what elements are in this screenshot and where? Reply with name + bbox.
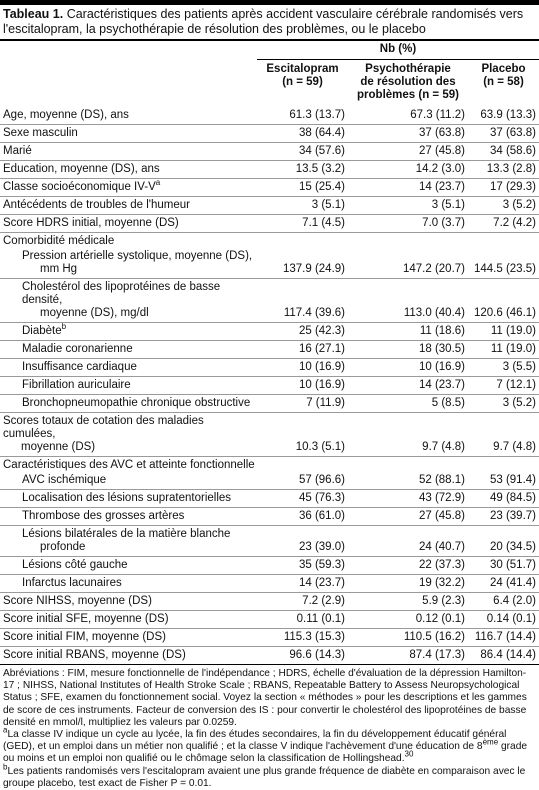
row-label-text: Diabète <box>22 325 62 337</box>
value-cell <box>468 611 539 629</box>
cell-value: 34 (57.6) <box>298 145 345 157</box>
table-row <box>0 107 539 125</box>
value-cell <box>257 359 348 377</box>
cell-value: 27 (45.8) <box>418 145 465 157</box>
cell-value: 9.7 (4.8) <box>422 441 465 453</box>
footnote-b-mark: b <box>3 762 8 772</box>
column-header-line: de résolution des <box>360 76 456 88</box>
table-row <box>0 197 539 215</box>
value-cell <box>348 359 468 377</box>
cell-value: 10.3 (5.1) <box>295 441 345 453</box>
cell-value: 0.14 (0.1) <box>486 613 536 625</box>
value-cell <box>257 161 348 179</box>
row-label-text: Antécédents de troubles de l'humeur <box>3 199 190 211</box>
cell-value: 10 (16.9) <box>298 361 345 373</box>
value-cell <box>257 395 348 413</box>
table-row <box>0 490 539 508</box>
table-row <box>0 557 539 575</box>
cell-value: 16 (27.1) <box>298 343 345 355</box>
table-row <box>0 341 539 359</box>
abbreviations-note: Abréviations : FIM, mesure fonctionnelle de l'indépendance ; HDRS, échelle d'évaluation de la dépression Hamilton-17 ; NIHSS, National Institutes of Health Stroke Scale ; RBANS, Repeatable Battery to Assess Neuropsychological Status ; SFE, examen du fonctionnement social. Voyez la section « méthodes » pour les descriptions et les gammes de score de ces instruments. Facteur de conversion des IS : pour convertir le cholestérol des lipoprotéines de basse densité en mmol/l, multipliez les valeurs par 0.0259. <box>3 668 527 728</box>
table-row <box>0 359 539 377</box>
value-cell <box>468 490 539 508</box>
cell-value: 144.5 (23.5) <box>473 263 536 275</box>
value-cell <box>468 472 539 490</box>
cell-value: 3 (5.2) <box>502 199 536 211</box>
cell-value: 3 (5.1) <box>431 199 465 211</box>
cell-value: 43 (72.9) <box>418 492 465 504</box>
section-row <box>0 233 539 249</box>
cell-value: 23 (39.0) <box>298 541 345 553</box>
table-caption <box>0 5 539 39</box>
row-label <box>0 611 257 629</box>
row-label <box>0 526 257 557</box>
cell-value: 24 (41.4) <box>489 577 536 589</box>
table-row <box>0 323 539 341</box>
value-cell <box>348 593 468 611</box>
value-cell <box>257 647 348 665</box>
cell-value: 53 (91.4) <box>489 474 536 486</box>
cell-value: 57 (96.6) <box>298 474 345 486</box>
row-label-text: Sexe masculin <box>3 127 78 139</box>
value-cell <box>257 143 348 161</box>
cell-value: 10 (16.9) <box>298 379 345 391</box>
section-row <box>0 457 539 473</box>
cell-value: 3 (5.5) <box>502 361 536 373</box>
table-row <box>0 215 539 233</box>
row-label <box>0 395 257 413</box>
value-cell <box>257 593 348 611</box>
row-label-text: Classe socioéconomique IV-V <box>3 181 156 193</box>
value-cell <box>468 248 539 279</box>
cell-value: 117.4 (39.6) <box>283 307 345 319</box>
value-cell <box>468 341 539 359</box>
value-cell <box>468 526 539 557</box>
cell-value: 5 (8.5) <box>431 397 465 409</box>
cell-value: 0.12 (0.1) <box>415 613 465 625</box>
row-label <box>0 490 257 508</box>
cell-value: 137.9 (24.9) <box>282 263 345 275</box>
table-row <box>0 472 539 490</box>
cell-value: 7.2 (4.2) <box>493 217 536 229</box>
row-label-text: Score initial FIM, moyenne (DS) <box>3 631 166 643</box>
row-label <box>0 557 257 575</box>
value-cell <box>468 593 539 611</box>
cell-value: 35 (59.3) <box>298 559 345 571</box>
value-cell <box>468 323 539 341</box>
row-label <box>0 359 257 377</box>
row-label <box>0 161 257 179</box>
cell-value: 17 (29.3) <box>489 181 536 193</box>
header-group-label: Nb (%) <box>257 41 539 60</box>
value-cell <box>257 248 348 279</box>
cell-value: 37 (63.8) <box>418 127 465 139</box>
footnote-a <box>3 725 536 766</box>
footnote-a-text-2: grade ou moins et un emploi non qualifié ou le chômage selon la classification de Hollingshead. <box>3 741 528 765</box>
value-cell <box>348 575 468 593</box>
value-cell <box>468 359 539 377</box>
cell-value: 3 (5.2) <box>502 397 536 409</box>
column-header-line: Psychothérapie <box>365 63 451 75</box>
cell-value: 49 (84.5) <box>489 492 536 504</box>
value-cell <box>257 215 348 233</box>
value-cell <box>348 377 468 395</box>
cell-value: 11 (19.0) <box>490 325 536 337</box>
value-cell <box>468 575 539 593</box>
row-label <box>0 575 257 593</box>
row-label <box>0 215 257 233</box>
row-label <box>0 125 257 143</box>
row-label-text: Education, moyenne (DS), ans <box>3 163 160 175</box>
value-cell <box>348 248 468 279</box>
value-cell <box>257 629 348 647</box>
value-cell <box>348 526 468 557</box>
cell-value: 96.6 (14.3) <box>289 649 345 661</box>
cell-value: 25 (42.3) <box>298 325 345 337</box>
value-cell <box>348 395 468 413</box>
cell-value: 7 (12.1) <box>496 379 536 391</box>
cell-value: 38 (64.4) <box>298 127 345 139</box>
cell-value: 13.3 (2.8) <box>486 163 536 175</box>
cell-value: 7.0 (3.7) <box>422 217 465 229</box>
footnote-a-superscript: ème <box>482 737 499 747</box>
column-header-row <box>0 60 539 108</box>
table-row <box>0 143 539 161</box>
section-label: Caractéristiques des AVC et atteinte fonctionnelle <box>3 459 255 471</box>
cell-value: 24 (40.7) <box>418 541 465 553</box>
value-cell <box>348 508 468 526</box>
row-label-text: AVC ischémique <box>22 474 107 486</box>
table-row <box>0 161 539 179</box>
value-cell <box>348 490 468 508</box>
value-cell <box>348 161 468 179</box>
cell-value: 14.2 (3.0) <box>415 163 465 175</box>
table-row <box>0 611 539 629</box>
footnote-marker: a <box>155 178 161 188</box>
value-cell <box>348 107 468 125</box>
cell-value: 45 (76.3) <box>298 492 345 504</box>
cell-value: 14 (23.7) <box>298 577 345 589</box>
table-row <box>0 413 539 457</box>
cell-value: 115.3 (15.3) <box>283 631 345 643</box>
value-cell <box>348 143 468 161</box>
row-label-text: Bronchopneumopathie chronique obstructive <box>22 397 251 409</box>
value-cell <box>468 413 539 457</box>
row-label-text: Insuffisance cardiaque <box>22 361 137 373</box>
row-label <box>0 179 257 197</box>
value-cell <box>348 179 468 197</box>
column-header-2 <box>468 60 539 108</box>
table-row <box>0 647 539 665</box>
value-cell <box>257 575 348 593</box>
row-label-text: Lésions côté gauche <box>22 559 128 571</box>
row-label-text: profonde <box>40 541 86 553</box>
row-label <box>0 472 257 490</box>
value-cell <box>257 197 348 215</box>
row-label-text: moyenne (DS) <box>21 441 96 453</box>
table-row <box>0 125 539 143</box>
cell-value: 86.4 (14.4) <box>480 649 536 661</box>
value-cell <box>348 125 468 143</box>
table-row <box>0 377 539 395</box>
table-notes <box>0 665 539 790</box>
table-row <box>0 179 539 197</box>
cell-value: 120.6 (46.1) <box>473 307 536 319</box>
footnote-a-text-1: La classe IV indique un cycle au lycée, la fin des études secondaires, la fin du développement éducatif général (GED), et un emploi dans un métier non qualifié ; et la classe V indique l'achèvement d'une éducation de 8 <box>3 729 507 753</box>
cell-value: 11 (19.0) <box>490 343 536 355</box>
value-cell <box>348 323 468 341</box>
row-label <box>0 248 257 279</box>
row-label-text: Infarctus lacunaires <box>22 577 122 589</box>
cell-value: 23 (39.7) <box>489 510 536 522</box>
header-empty-cell <box>0 41 257 60</box>
value-cell <box>257 557 348 575</box>
value-cell <box>257 377 348 395</box>
cell-value: 34 (58.6) <box>489 145 536 157</box>
value-cell <box>348 472 468 490</box>
cell-value: 27 (45.8) <box>418 510 465 522</box>
table-body <box>0 107 539 665</box>
value-cell <box>257 611 348 629</box>
row-label <box>0 413 257 457</box>
footnote-b-text: Les patients randomisés vers l'escitalopram avaient une plus grande fréquence de diabète en comparaison avec le groupe placebo, test exact de Fisher P = 0.01. <box>3 765 526 789</box>
table-row <box>0 395 539 413</box>
cell-value: 10 (16.9) <box>418 361 465 373</box>
cell-value: 14 (23.7) <box>418 181 465 193</box>
value-cell <box>468 508 539 526</box>
value-cell <box>468 377 539 395</box>
row-label-text: Fibrillation auriculaire <box>22 379 131 391</box>
value-cell <box>348 611 468 629</box>
value-cell <box>468 197 539 215</box>
cell-value: 7 (11.9) <box>306 397 345 409</box>
row-label <box>0 279 257 323</box>
cell-value: 0.11 (0.1) <box>296 613 345 625</box>
value-cell <box>257 107 348 125</box>
value-cell <box>468 629 539 647</box>
value-cell <box>348 413 468 457</box>
cell-value: 18 (30.5) <box>418 343 465 355</box>
row-label-text: mm Hg <box>40 263 78 275</box>
column-header-line: Placebo <box>481 63 526 75</box>
row-label <box>0 197 257 215</box>
row-label <box>0 508 257 526</box>
header-group-row <box>0 41 539 60</box>
table-row <box>0 279 539 323</box>
row-label-text: Cholestérol des lipoprotéines de basse densité, <box>22 281 221 306</box>
table-row <box>0 248 539 279</box>
row-label <box>0 377 257 395</box>
row-label-text: Lésions bilatérales de la matière blanche <box>22 528 231 540</box>
value-cell <box>257 125 348 143</box>
row-label <box>0 107 257 125</box>
value-cell <box>257 508 348 526</box>
value-cell <box>257 179 348 197</box>
table-row <box>0 593 539 611</box>
cell-value: 6.4 (2.0) <box>493 595 536 607</box>
value-cell <box>468 557 539 575</box>
value-cell <box>257 526 348 557</box>
row-label-text: Thrombose des grosses artères <box>22 510 185 522</box>
cell-value: 7.2 (2.9) <box>302 595 345 607</box>
cell-value: 9.7 (4.8) <box>493 441 536 453</box>
value-cell <box>468 215 539 233</box>
footnote-a-reference: 30 <box>404 750 414 760</box>
cell-value: 63.9 (13.3) <box>480 109 536 121</box>
column-header-line: (n = 58) <box>483 76 524 88</box>
value-cell <box>348 279 468 323</box>
section-label: Comorbidité médicale <box>3 235 115 247</box>
value-cell <box>257 323 348 341</box>
row-label-text: Score NIHSS, moyenne (DS) <box>3 595 152 607</box>
cell-value: 13.5 (3.2) <box>295 163 345 175</box>
cell-value: 20 (34.5) <box>489 541 536 553</box>
header-label-cell <box>0 60 257 108</box>
row-label <box>0 341 257 359</box>
cell-value: 61.3 (13.7) <box>289 109 345 121</box>
row-label <box>0 647 257 665</box>
cell-value: 3 (5.1) <box>311 199 345 211</box>
row-label-text: Pression artérielle systolique, moyenne (DS), <box>22 250 253 262</box>
value-cell <box>468 647 539 665</box>
value-cell <box>348 557 468 575</box>
table-row <box>0 575 539 593</box>
value-cell <box>468 161 539 179</box>
row-label <box>0 593 257 611</box>
value-cell <box>468 125 539 143</box>
table-row <box>0 629 539 647</box>
cell-value: 5.9 (2.3) <box>422 595 465 607</box>
value-cell <box>257 472 348 490</box>
value-cell <box>348 215 468 233</box>
column-header-0 <box>257 60 348 108</box>
cell-value: 67.3 (11.2) <box>410 109 465 121</box>
cell-value: 116.7 (14.4) <box>474 631 536 643</box>
value-cell <box>468 395 539 413</box>
value-cell <box>468 143 539 161</box>
row-label-text: Scores totaux de cotation des maladies cumulées, <box>3 415 204 440</box>
column-header-line: Escitalopram <box>266 63 339 75</box>
footnote-marker: b <box>61 322 67 332</box>
cell-value: 14 (23.7) <box>418 379 465 391</box>
value-cell <box>468 107 539 125</box>
row-label <box>0 629 257 647</box>
row-label-text: Localisation des lésions supratentorielles <box>22 492 232 504</box>
value-cell <box>257 341 348 359</box>
column-header-line: problèmes (n = 59) <box>357 89 459 101</box>
column-header-1 <box>348 60 468 108</box>
value-cell <box>348 647 468 665</box>
column-header-line: (n = 59) <box>282 76 323 88</box>
cell-value: 15 (25.4) <box>298 181 345 193</box>
row-label-text: Maladie coronarienne <box>22 343 133 355</box>
row-label-text: Score initial SFE, moyenne (DS) <box>3 613 169 625</box>
row-label-text: Score HDRS initial, moyenne (DS) <box>3 217 179 229</box>
value-cell <box>348 629 468 647</box>
footnote-b <box>3 762 536 790</box>
row-label-text: Score initial RBANS, moyenne (DS) <box>3 649 186 661</box>
value-cell <box>257 413 348 457</box>
cell-value: 37 (63.8) <box>489 127 536 139</box>
cell-value: 36 (61.0) <box>298 510 345 522</box>
table-title: Caractéristiques des patients après accident vasculaire cérébrale randomisés vers l'escitalopram, la psychothérapie de résolution des problèmes, ou le placebo <box>3 7 524 36</box>
cell-value: 110.5 (16.2) <box>403 631 465 643</box>
row-label-text: Age, moyenne (DS), ans <box>3 109 129 121</box>
table-label: Tableau 1. <box>3 7 64 21</box>
row-label <box>0 323 257 341</box>
value-cell <box>348 341 468 359</box>
row-label <box>0 143 257 161</box>
patient-characteristics-table <box>0 41 539 665</box>
cell-value: 52 (88.1) <box>418 474 465 486</box>
cell-value: 19 (32.2) <box>418 577 465 589</box>
cell-value: 147.2 (20.7) <box>402 263 465 275</box>
value-cell <box>468 279 539 323</box>
value-cell <box>348 197 468 215</box>
value-cell <box>257 279 348 323</box>
row-label-text: moyenne (DS), mg/dl <box>40 307 149 319</box>
footnote-a-mark: a <box>3 725 8 735</box>
cell-value: 87.4 (17.3) <box>409 649 465 661</box>
cell-value: 30 (51.7) <box>489 559 536 571</box>
cell-value: 22 (37.3) <box>418 559 465 571</box>
table-row <box>0 508 539 526</box>
row-label-text: Marié <box>3 145 32 157</box>
cell-value: 113.0 (40.4) <box>403 307 465 319</box>
cell-value: 11 (18.6) <box>419 325 465 337</box>
value-cell <box>468 179 539 197</box>
value-cell <box>257 490 348 508</box>
cell-value: 7.1 (4.5) <box>302 217 345 229</box>
table-row <box>0 526 539 557</box>
